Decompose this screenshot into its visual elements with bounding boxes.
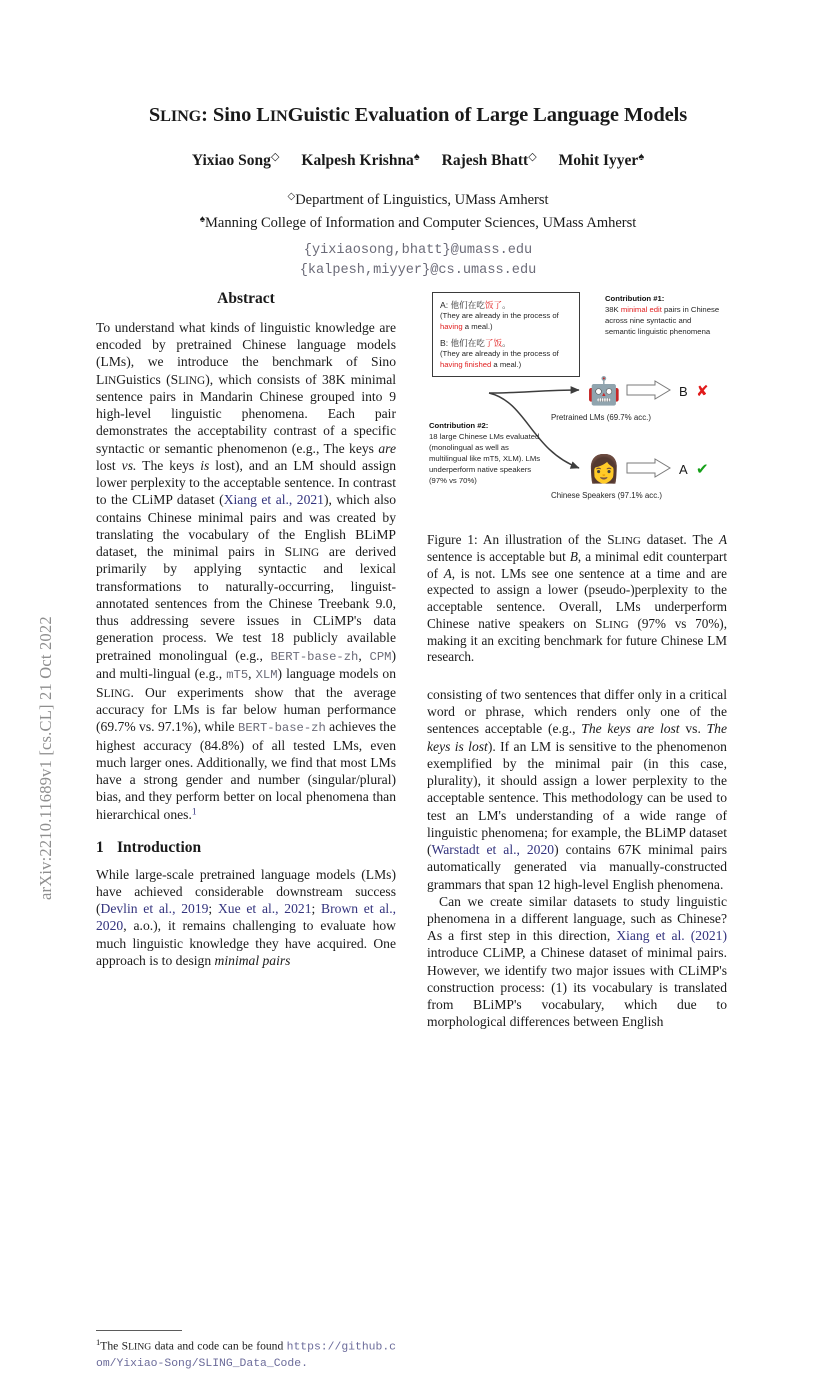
email-line-1[interactable]: {yixiaosong,bhatt}@umass.edu [303, 242, 533, 258]
robot-icon: 🤖 [587, 376, 621, 407]
left-column [96, 290, 397, 1371]
author-1: Yixiao Song◇ [191, 150, 280, 169]
citation-brown-2020[interactable]: Brown et al., 2020 [96, 901, 396, 934]
footnote-rule [96, 1330, 182, 1331]
arxiv-stamp: arXiv:2210.11689v1 [cs.CL] 21 Oct 2022 [36, 616, 55, 900]
sentence-a-gloss: (They are already in the process of having a meal.) [440, 311, 559, 332]
person-icon: 👩 [587, 454, 621, 485]
sentence-a [440, 299, 573, 333]
affiliation-2: ♠Manning College of Information and Computer Sciences, UMass Amherst [199, 213, 637, 231]
abstract-heading: Abstract [217, 290, 275, 307]
email-line-2[interactable]: {kalpesh,miyyer}@cs.umass.edu [299, 262, 537, 278]
author-3: Rajesh Bhatt◇ [441, 150, 537, 169]
sentence-a-chinese: A: 他们在吃饭了。 [440, 300, 511, 310]
right-column [427, 290, 727, 1031]
figure-1 [427, 290, 727, 522]
footnote [96, 1330, 396, 1373]
intro-paragraph-2: consisting of two sentences that differ only in a critical word or phrase, which renders only one of the sentences acceptable (e.g., The keys are lost vs. The keys is lost). If an LM is sensitive to the phenomenon exemplified by the minimal pair (in this case, plurality), it should assign a lower perplexity to the acceptable sentence. This methodology can be used to test an LM's understanding of a wide range of linguistic phenomena; for example, the BLiMP dataset (Warstadt et al., 2020) contains 67K minimal pairs automatically generated via manually-constructed grammars that span 12 high-level English phenomena. [427, 686, 727, 892]
citation-xiang-2021-inline[interactable]: Xiang et al. (2021) [616, 928, 727, 944]
citation-devlin-2019[interactable]: Devlin et al., 2019 [100, 901, 209, 917]
author-2-marker: ♠ [413, 150, 420, 163]
citation-xiang-2021[interactable]: Xiang et al., 2021 [223, 492, 324, 508]
example-sentence-box [432, 292, 580, 377]
title-text: SLING: Sino LINGuistic Evaluation of Large Language Models [148, 104, 688, 126]
check-icon: ✔ [696, 460, 709, 478]
intro-paragraph-1: While large-scale pretrained language models (LMs) have achieved considerable downstream success (Devlin et al., 2019; Xue et al., 2021; Brown et al., 2020, a.o.), it remains challenging to evaluate how much linguistic knowledge they have acquired. One approach is to design minimal pairs [96, 866, 396, 968]
contribution-1: Contribution #1: 38K minimal edit pairs in Chinese across nine syntactic and semantic linguistic phenomena [605, 294, 720, 337]
affiliation-2-marker: ♠ [199, 213, 205, 225]
paper-page [96, 0, 740, 1371]
footnote-text: $^1$The SLING data and code can be found https://github.com/Yixiao-Song/SLING_Data_Code. [96, 1337, 396, 1371]
sentence-b-chinese: B: 他们在吃了饭。 [440, 338, 511, 349]
contribution-1-title: Contribution #1 [605, 294, 662, 303]
speaker-verdict-label: A [679, 462, 688, 477]
author-1-marker: ◇ [270, 150, 280, 163]
pretrained-lm-caption: Pretrained LMs (69.7% acc.) [551, 413, 651, 422]
footnote-url-cont[interactable]: github.com/Yixiao-Song/SLING_Data_Code [96, 1341, 396, 1371]
citation-warstadt-2020[interactable]: Warstadt et al., 2020 [431, 842, 555, 858]
lm-verdict-label: B [679, 384, 688, 399]
page-title [96, 103, 740, 128]
abstract-paragraph: To understand what kinds of linguistic knowledge are encoded by pretrained Chinese language models (LMs), we introduce the benchmark of Sino LINGuistics (SLING), which consists of 38K minimal sentence pairs in Mandarin Chinese grouped into 9 high-level linguistic phenomena. Each pair demonstrates the acceptability contrast of a specific syntactic or semantic phenomenon (e.g., The keys are lost vs. The keys is lost), and an LM should assign lower perplexity to the acceptable sentence. In contrast to the CLiMP dataset (Xiang et al., 2021), which also contains Chinese minimal pairs and was created by translating the vocabulary of the English BLiMP dataset, the minimal pairs in SLING are derived primarily by applying syntactic and lexical transformations to naturally-occurring, linguist-annotated sentences from the Chinese Treebank 9.0, thus addressing severe issues in CLiMP's data generation process. We test 18 publicly available pretrained monolingual (e.g., BERT-base-zh, CPM) and multi-lingual (e.g., mT5, XLM) language models on SLING. Our experiments show that the average accuracy for LMs is far below human performance (69.7% vs. 97.1%), while BERT-base-zh achieves the highest accuracy (84.8%) of all tested LMs, even much larger ones. Additionally, we find that most LMs have a strong gender and number (singular/plural) bias, and they perform better on local phenomena than hierarchical ones.$^1$ [96, 320, 397, 822]
contribution-2: Contribution #2: 18 large Chinese LMs evaluated (monolingual as well as multilingual like mT5, XLM). LMs underperform native speakers (97% vs 70%) [429, 421, 541, 486]
figure-1-caption: Figure 1: An illustration of the SLING dataset. The A sentence is acceptable but B, a minimal edit counterpart of A, is not. LMs see one sentence at a time and are expected to assign a lower (pseudo-)perplexity to the acceptable sentence. Overall, LMs underperform Chinese native speakers on SLING (97% vs 70%), making it an exciting benchmark for future Chinese LM research. [427, 532, 727, 665]
citation-xue-2021[interactable]: Xue et al., 2021 [217, 901, 312, 917]
author-list [96, 150, 740, 170]
section-heading-introduction: 1 Introduction [96, 838, 202, 856]
chinese-speakers-caption: Chinese Speakers (97.1% acc.) [551, 491, 662, 500]
sentence-b-gloss: (They are already in the process of having finished a meal.) [440, 349, 559, 370]
contribution-2-title: Contribution #2 [429, 421, 486, 430]
intro-paragraph-3: Can we create similar datasets to study linguistic phenomena in a different language, such as Chinese? As a first step in this direction, Xiang et al. (2021) introduce CLiMP, a Chinese dataset of minimal pairs. However, we identify two major issues with CLiMP's construction process: (1) its vocabulary is translated from BLiMP's vocabulary, which due to morphological differences between English [427, 893, 727, 1030]
footnote-url[interactable]: https:// [286, 1341, 342, 1354]
author-2: Kalpesh Krishna♠ [301, 150, 420, 169]
affiliation-1: ◇Department of Linguistics, UMass Amherst [287, 190, 549, 208]
sentence-b [440, 337, 573, 371]
author-4: Mohit Iyyer♠ [558, 150, 645, 169]
affiliation-1-marker: ◇ [287, 190, 296, 202]
author-4-marker: ♠ [638, 150, 645, 163]
footnote-ref[interactable]: 1 [191, 806, 197, 817]
author-3-marker: ◇ [528, 150, 537, 163]
cross-icon: ✘ [696, 382, 709, 400]
